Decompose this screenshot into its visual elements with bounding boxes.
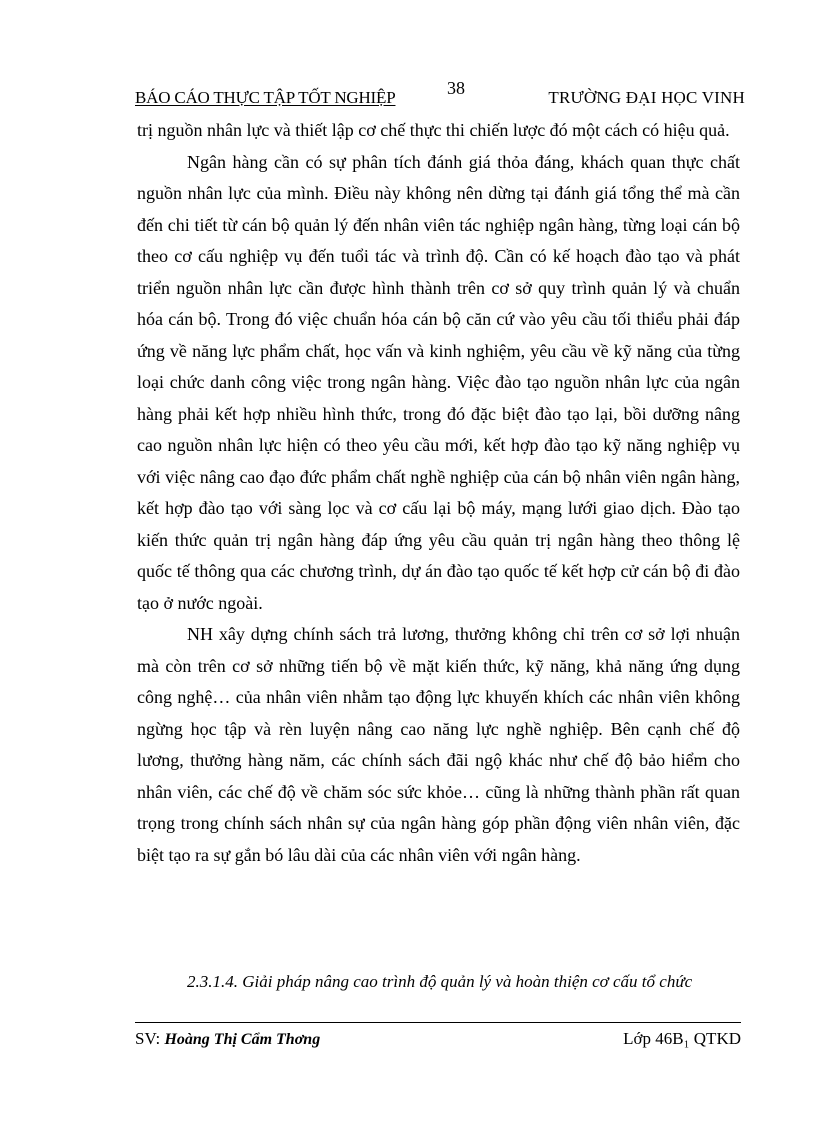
student-prefix: SV: [135, 1029, 165, 1048]
student-name: Hoàng Thị Cẩm Thơng [164, 1031, 321, 1048]
page-footer [135, 1028, 741, 1050]
page-number: 38 [447, 78, 465, 98]
university-name: TRƯỜNG ĐẠI HỌC VINH [548, 88, 745, 107]
footer-divider [135, 1022, 741, 1023]
paragraph-continuation: trị nguồn nhân lực và thiết lập cơ chế thực thi chiến lược đó một cách có hiệu quả. [137, 120, 730, 140]
student-label [135, 1028, 320, 1051]
section-subheading: 2.3.1.4. Giải pháp nâng cao trình độ quản lý và hoàn thiện cơ cấu tổ chức [187, 972, 693, 991]
page-header [135, 88, 745, 108]
report-title: BÁO CÁO THỰC TẬP TỐT NGHIỆP [135, 88, 396, 107]
paragraph-salary-policy: NH xây dựng chính sách trả lương, thưởng không chỉ trên cơ sở lợi nhuận mà còn trên cơ sở những tiến bộ về mặt kiến thức, kỹ năng, khả năng ứng dụng công nghệ… của nhân viên nhằm tạo động lực khuyến khích các nhân viên không ngừng học tập và rèn luyện nâng cao năng lực nghề nghiệp. Bên cạnh chế độ lương, thưởng hàng năm, các chính sách đãi ngộ khác như chế độ bảo hiểm cho nhân viên, các chế độ về chăm sóc sức khỏe… cũng là những thành phần rất quan trọng trong chính sách nhân sự của ngân hàng góp phần động viên nhân viên, đặc biệt tạo ra sự gắn bó lâu dài của các nhân viên với ngân hàng. [137, 624, 740, 865]
student-class: Lớp 46B₁ QTKD [623, 1029, 741, 1048]
paragraph-training-plan: Ngân hàng cần có sự phân tích đánh giá thỏa đáng, khách quan thực chất nguồn nhân lực của mình. Điều này không nên dừng tại đánh giá tổng thể mà cần đến chi tiết từ cán bộ quản lý đến nhân viên tác nghiệp ngân hàng, từng loại cán bộ theo cơ cấu nghiệp vụ đến tuổi tác và trình độ. Cần có kế hoạch đào tạo và phát triển nguồn nhân lực cần được hình thành trên cơ sở quy trình quản lý và chuẩn hóa cán bộ. Trong đó việc chuẩn hóa cán bộ căn cứ vào yêu cầu tối thiểu phải đáp ứng về năng lực phẩm chất, học vấn và kinh nghiệm, yêu cầu về kỹ năng của từng loại chức danh công việc trong ngân hàng. Việc đào tạo nguồn nhân lực của ngân hàng phải kết hợp nhiều hình thức, trong đó đặc biệt đào tạo lại, bồi dưỡng nâng cao nguồn nhân lực hiện có theo yêu cầu mới, kết hợp đào tạo kỹ năng nghiệp vụ với việc nâng cao đạo đức phẩm chất nghề nghiệp của cán bộ nhân viên ngân hàng, kết hợp đào tạo với sàng lọc và cơ cấu lại bộ máy, mạng lưới giao dịch. Đào tạo kiến thức quản trị ngân hàng đáp ứng yêu cầu quản trị ngân hàng theo thông lệ quốc tế thông qua các chương trình, dự án đào tạo quốc tế kết hợp cử cán bộ đi đào tạo ở nước ngoài. [137, 151, 740, 613]
document-body [137, 115, 740, 871]
